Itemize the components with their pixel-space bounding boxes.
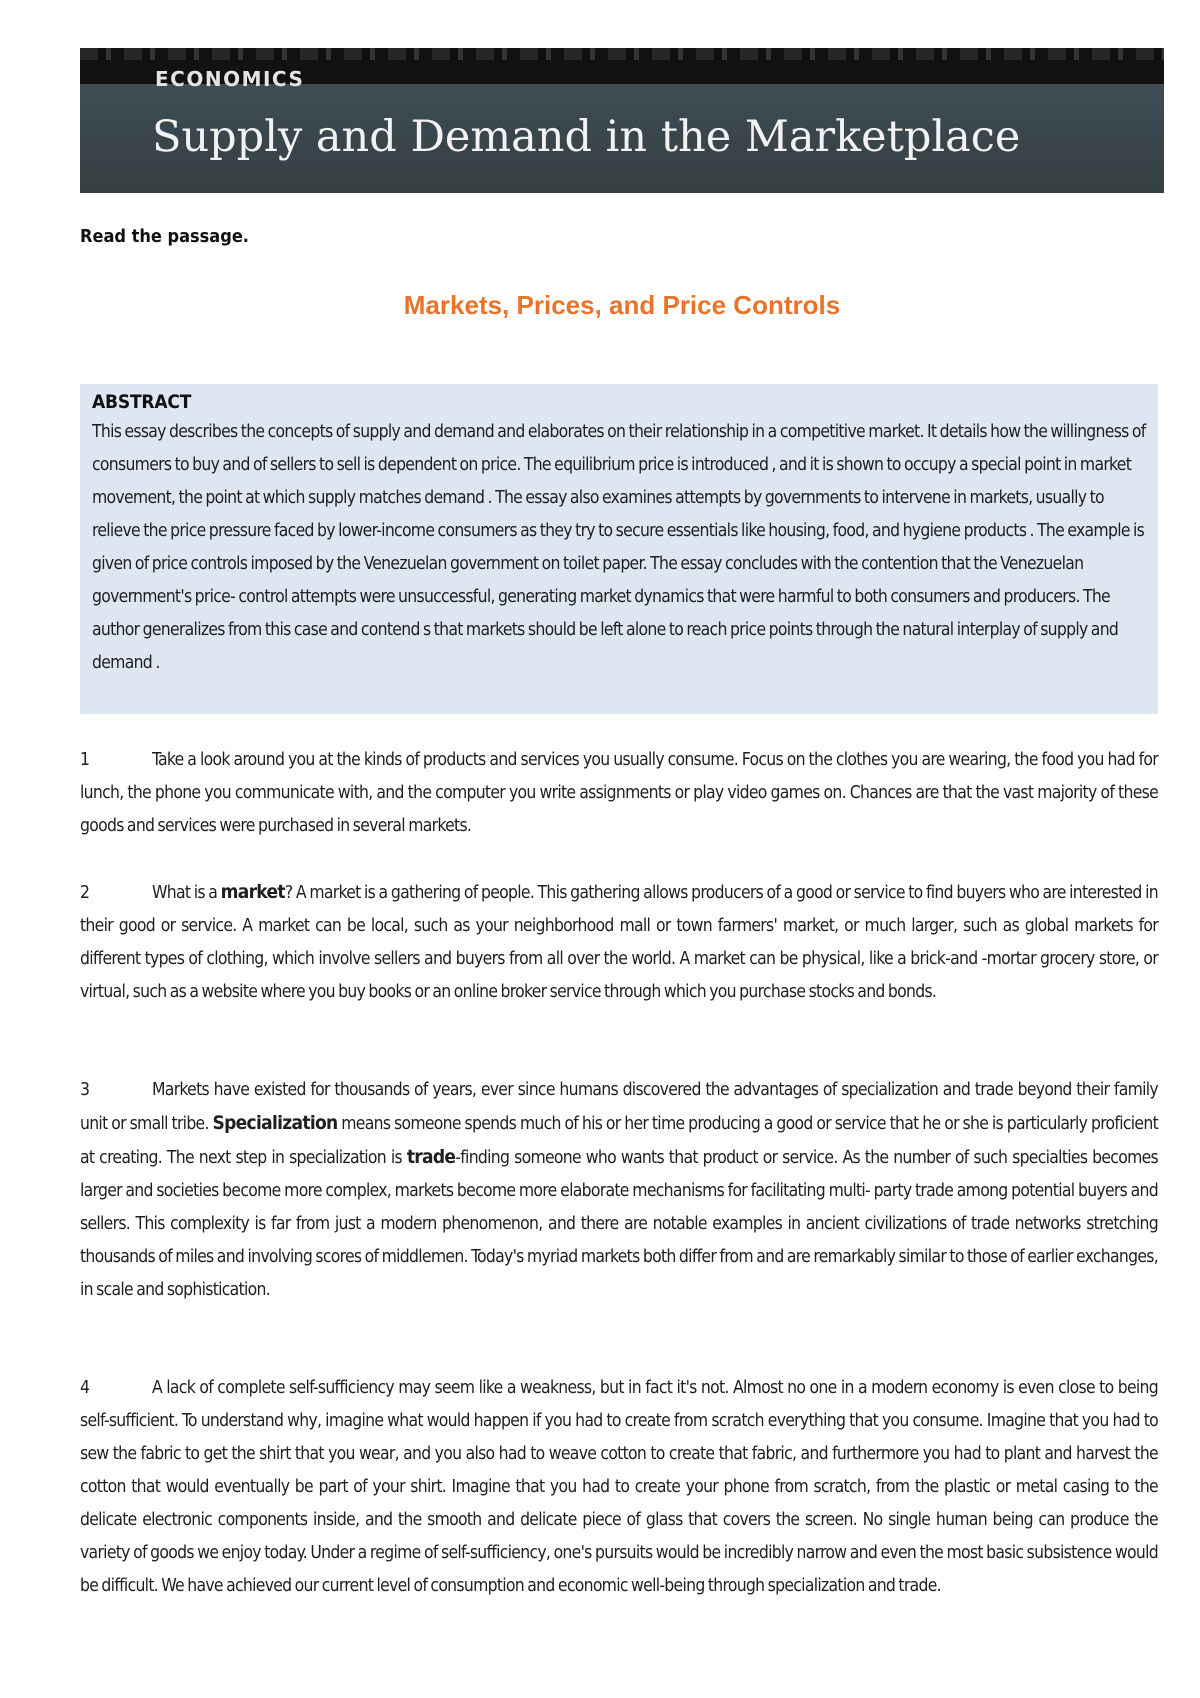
paragraph-text: means someone spends much of his or her time producing a good or service that he or she is particularly proficient at creating. The next step in specialization is <box>80 1114 1158 1168</box>
keyword-specialization: Specialization <box>212 1112 338 1134</box>
paragraph-text: Take a look around you at the kinds of products and services you usually consume. Focus on the clothes you are wearing, the food you had for lunch, the phone you communicate with, and the computer you write assignments or play video games on. Chances are that the vast majority of these goods and services were purchased in several markets. <box>80 750 1158 836</box>
instruction-text: Read the passage. <box>80 226 249 247</box>
header-banner <box>80 48 1164 193</box>
paragraph-4 <box>80 1372 1158 1603</box>
keyword-market: market <box>220 881 285 903</box>
paragraph-2 <box>80 876 1158 1009</box>
keyword-trade: trade <box>406 1146 456 1168</box>
paragraph-number: 4 <box>80 1378 90 1398</box>
abstract-text: This essay describes the concepts of supply and demand and elaborates on their relationship in a competitive market. It details how the willingness of consumers to buy and of sellers to sell is dependent on price. The equilibrium price is introduced , and it is shown to occupy a special point in market movement, the point at which supply matches demand . The essay also examines attempts by governments to intervene in markets, usually to relieve the price pressure faced by lower-income consumers as they try to secure essentials like housing, food, and hygiene products . The example is given of price controls imposed by the Venezuelan government on toilet paper. The essay concludes with the contention that the Venezuelan government's price- control attempts were unsuccessful, generating market dynamics that were harmful to both consumers and producers. The author generalizes from this case and contend s that markets should be left alone to reach price points through the natural interplay of supply and demand . <box>92 422 1146 673</box>
banner-title: Supply and Demand in the Marketplace <box>152 112 1021 162</box>
abstract-heading: ABSTRACT <box>92 391 192 413</box>
paragraph-text: A lack of complete self-sufficiency may seem like a weakness, but in fact it's not. Almost no one in a modern economy is even close to being self-sufficient. To understand why, imagine what would happen if you had to create from scratch everything that you consume. Imagine that you had to sew the fabric to get the shirt that you wear, and you also had to weave cotton to create that fabric, and furthermore you had to plant and harvest the cotton that would eventually be part of your shirt. Imagine that you had to create your phone from scratch, from the plastic or metal casing to the delicate electronic components inside, and the smooth and delicate piece of glass that covers the screen. No single human being can produce the variety of goods we enjoy today. Under a regime of self-sufficiency, one's pursuits would be incredibly narrow and even the most basic subsistence would be difficult. We have achieved our current level of consumption and economic well-being through specialization and trade. <box>80 1378 1158 1596</box>
abstract-box <box>80 384 1158 714</box>
paragraph-number: 1 <box>80 750 90 770</box>
document-title: Markets, Prices, and Price Controls <box>403 290 841 320</box>
paragraph-text: Markets have existed for thousands of years, ever since humans discovered the advantages of specialization and trade beyond their family unit or small tribe. <box>80 1080 1158 1134</box>
paragraph-number: 3 <box>80 1080 90 1100</box>
subject-label: ECONOMICS <box>155 67 305 91</box>
paragraph-number: 2 <box>80 883 90 903</box>
paragraph-text: -finding someone who wants that product or service. As the number of such specialties becomes larger and societies become more complex, markets become more elaborate mechanisms for facilitating multi- party trade among potential buyers and sellers. This complexity is far from just a modern phenomenon, and there are notable examples in ancient civilizations of trade networks stretching thousands of miles and involving scores of middlemen. Today's myriad markets both differ from and are remarkably similar to those of earlier exchanges, in scale and sophistication. <box>80 1148 1158 1300</box>
paragraph-text: ? A market is a gathering of people. This gathering allows producers of a good or service to find buyers who are interested in their good or service. A market can be local, such as your neighborhood mall or town farmers' market, or much larger, such as global markets for different types of clothing, which involve sellers and buyers from all over the world. A market can be physical, like a brick-and -mortar grocery store, or virtual, such as a website where you buy books or an online broker service through which you purchase stocks and bonds. <box>80 883 1158 1002</box>
banner-texture <box>80 48 1164 60</box>
paragraph-3 <box>80 1074 1158 1307</box>
paragraph-1 <box>80 744 1158 843</box>
paragraph-text: What is a <box>152 883 221 903</box>
